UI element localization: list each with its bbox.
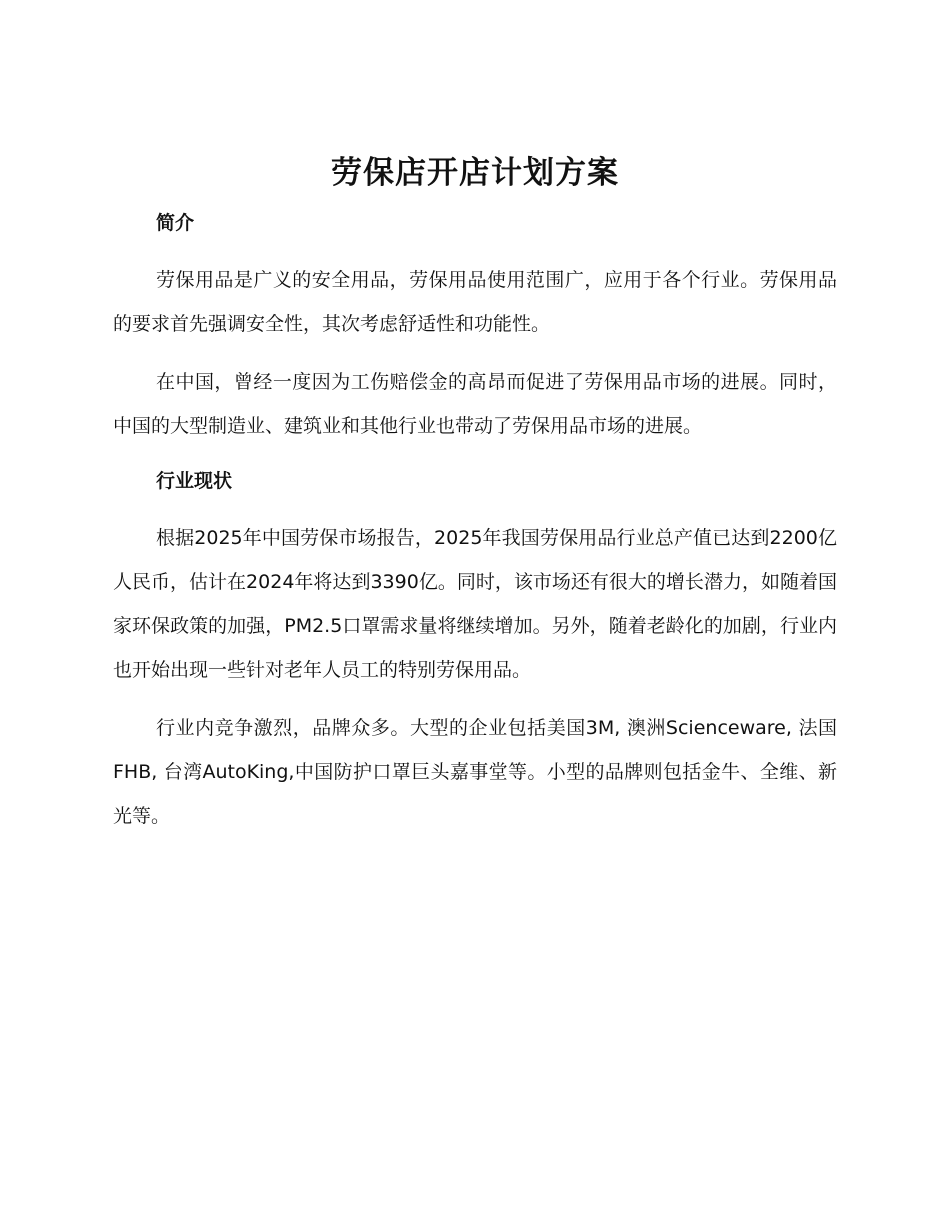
paragraph-industry-1: 根据2025年中国劳保市场报告，2025年我国劳保用品行业总产值已达到2200亿人民币，估计在2024年将达到3390亿。同时，该市场还有很大的增长潜力，如随着国家环保政策的加强，PM2.5口罩需求量将继续增加。另外，随着老龄化的加剧，行业内也开始出现一些针对老年人员工的特别劳保用品。 [113, 527, 837, 681]
paragraph-intro-2: 在中国，曾经一度因为工伤赔偿金的高昂而促进了劳保用品市场的进展。同时，中国的大型制造业、建筑业和其他行业也带动了劳保用品市场的进展。 [113, 371, 837, 437]
paragraph-industry-2: 行业内竞争激烈，品牌众多。大型的企业包括美国3M, 澳洲Scienceware, 法国FHB, 台湾AutoKing,中国防护口罩巨头嘉事堂等。小型的品牌则包括金牛、全维、新光等。 [113, 717, 837, 827]
section-heading-intro: 简介 [156, 212, 195, 234]
paragraph-intro-1: 劳保用品是广义的安全用品，劳保用品使用范围广，应用于各个行业。劳保用品的要求首先强调安全性，其次考虑舒适性和功能性。 [113, 269, 837, 335]
document-title: 劳保店开店计划方案 [331, 155, 619, 191]
section-heading-industry-status: 行业现状 [156, 470, 233, 492]
document-page [113, 148, 837, 852]
